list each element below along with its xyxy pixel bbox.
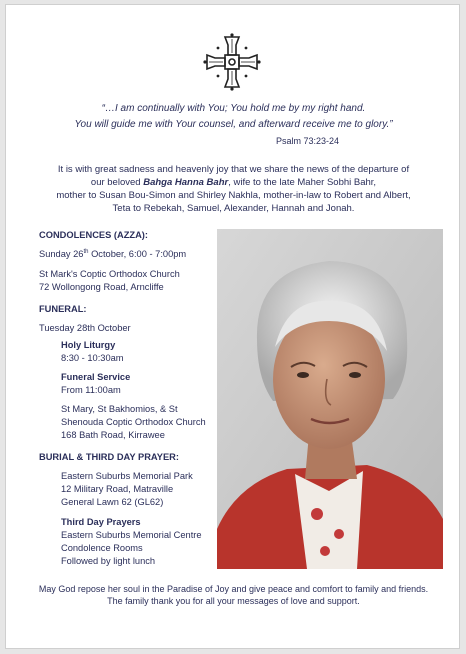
funeral-date: Tuesday 28th October [39, 323, 131, 333]
intro-line-2-post: , wife to the late Maher Sobhi Bahr, [228, 177, 377, 188]
closing-message [26, 583, 441, 607]
intro-line-3: mother to Susan Bou-Simon and Shirley Nakhla, mother-in-law to Robert and Albert, [56, 190, 411, 201]
funeral-heading: FUNERAL: [39, 304, 87, 314]
third-day-centre: Eastern Suburbs Memorial Centre [61, 530, 202, 540]
intro-line-1: It is with great sadness and heavenly joy that we share the news of the departure of [57, 164, 410, 175]
burial-park: Eastern Suburbs Memorial Park [61, 471, 193, 481]
third-day-rooms: Condolence Rooms [61, 543, 143, 553]
funeral-notice-page [5, 4, 460, 649]
closing-line-2: The family thank you for all your messages of love and support. [107, 596, 360, 606]
liturgy-title: Holy Liturgy [61, 340, 116, 350]
liturgy-time: 8:30 - 10:30am [61, 353, 124, 363]
verse-line-2: You will guide me with Your counsel, and afterward receive me to glory.” [74, 119, 393, 130]
intro-line-2 [46, 176, 421, 189]
portrait-illustration [217, 229, 443, 569]
condolences-heading: CONDOLENCES (AZZA): [39, 230, 148, 240]
deceased-name: Bahga Hanna Bahr [143, 177, 229, 188]
condolences-date-day: Sunday 26 [39, 249, 84, 259]
burial-heading: BURIAL & THIRD DAY PRAYER: [39, 452, 179, 462]
condolences-date-time: October, 6:00 - 7:00pm [88, 249, 187, 259]
funeral-service-time: From 11:00am [61, 385, 121, 395]
condolences-date [39, 248, 224, 261]
funeral-service-title: Funeral Service [61, 372, 131, 382]
intro-line-4: Teta to Rebekah, Samuel, Alexander, Hannah and Jonah. [112, 203, 355, 214]
burial-lawn: General Lawn 62 (GL62) [61, 497, 164, 507]
third-day-lunch: Followed by light lunch [61, 556, 156, 566]
service-details [39, 229, 224, 568]
coptic-cross-icon [203, 33, 261, 91]
condolences-address: 72 Wollongong Road, Arncliffe [39, 282, 164, 292]
intro-line-2-pre: our beloved [90, 177, 144, 188]
condolences-date-suffix: th [83, 248, 89, 255]
third-day-title: Third Day Prayers [61, 517, 141, 527]
psalm-verse [46, 101, 421, 133]
closing-line-1: May God repose her soul in the Paradise of Joy and give peace and comfort to family and friends. [38, 584, 429, 594]
condolences-venue: St Mark's Coptic Orthodox Church [39, 269, 180, 279]
funeral-church-address: 168 Bath Road, Kirrawee [61, 430, 165, 440]
verse-line-1: “…I am continually with You; You hold me by my right hand. [101, 103, 366, 114]
verse-reference: Psalm 73:23-24 [276, 136, 340, 146]
portrait-photo [217, 229, 443, 569]
burial-address: 12 Military Road, Matraville [61, 484, 174, 494]
funeral-church-line-2: Shenouda Coptic Orthodox Church [61, 417, 206, 427]
announcement-text [46, 163, 421, 215]
funeral-church-line-1: St Mary, St Bakhomios, & St [61, 404, 178, 414]
